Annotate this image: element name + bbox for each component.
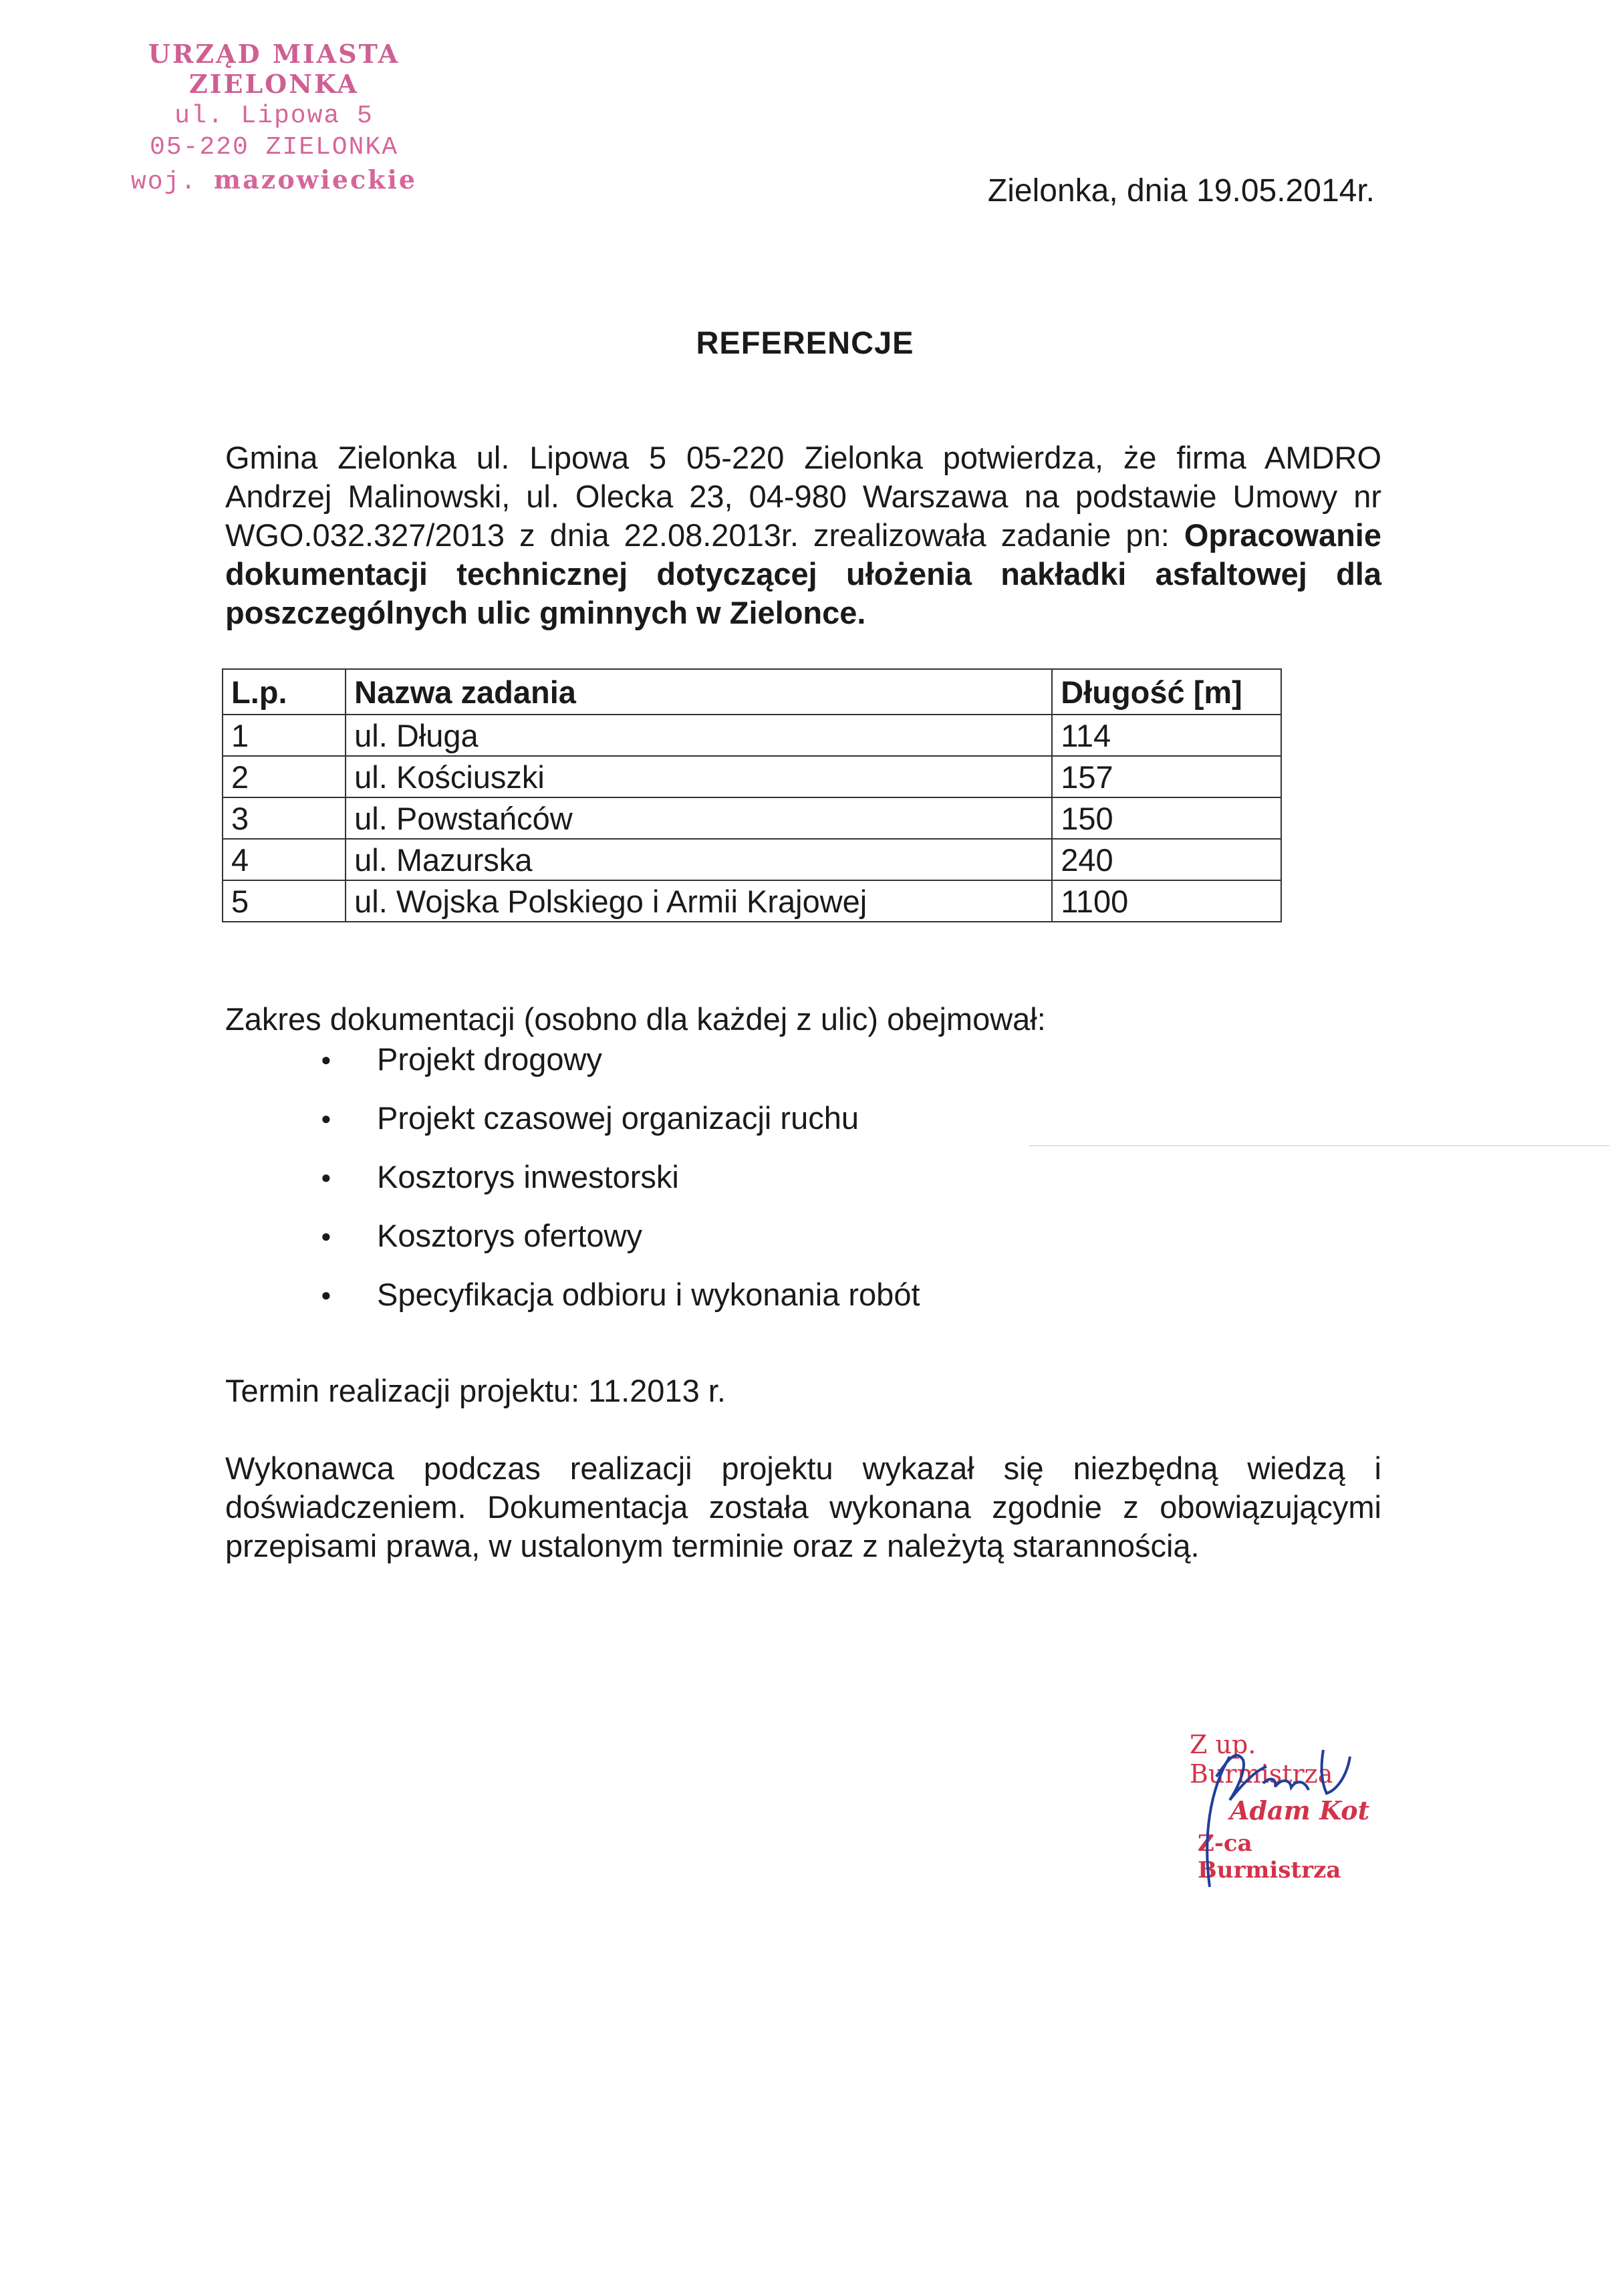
cell-task-name: ul. Mazurska — [346, 839, 1052, 880]
office-stamp — [80, 39, 468, 197]
intro-text: Gmina Zielonka ul. Lipowa 5 05-220 Zielonka potwierdza, że firma AMDRO Andrzej Malinowski, ul. Olecka 23, 04-980 Warszawa na podstawie Umowy nr WGO.032.327/2013 z dnia 22.08.2013r. zrealizowała zadanie pn: — [225, 440, 1381, 553]
cell-length: 1100 — [1052, 880, 1281, 922]
intro-paragraph — [225, 438, 1381, 632]
date-line: Zielonka, dnia 19.05.2014r. — [987, 173, 1375, 209]
intro-task-name: Opracowanie dokumentacji technicznej dotyczącej ułożenia nakładki asfaltowej dla poszczególnych ulic gminnych w Zielonce. — [225, 517, 1382, 630]
header-task-name: Nazwa zadania — [346, 669, 1052, 715]
stamp-line-street: ul. Lipowa 5 — [174, 102, 374, 130]
signature-stamp-role: Z-ca Burmistrza — [1198, 1830, 1341, 1884]
signature-stamp-authority: Z up. Burmistrza — [1190, 1730, 1333, 1789]
table-row — [223, 839, 1281, 880]
cell-task-name: ul. Kościuszki — [346, 756, 1052, 797]
handwritten-signature — [1190, 1730, 1390, 1890]
scope-list — [321, 1039, 920, 1333]
cell-length: 150 — [1052, 797, 1281, 839]
table-row — [223, 797, 1281, 839]
cell-task-name: ul. Wojska Polskiego i Armii Krajowej — [346, 880, 1052, 922]
cell-length: 114 — [1052, 715, 1281, 756]
list-item: ● Projekt czasowej organizacji ruchu — [321, 1098, 920, 1157]
stamp-line-city: 05-220 ZIELONKA — [149, 133, 399, 162]
term-line: Termin realizacji projektu: 11.2013 r. — [225, 1373, 726, 1408]
list-item: ● Kosztorys inwestorski — [321, 1157, 920, 1216]
list-item: ● Specyfikacja odbioru i wykonania robót — [321, 1275, 920, 1333]
closing-paragraph: Wykonawca podczas realizacji projektu wykazał się niezbędną wiedzą i doświadczeniem. Dokumentacja została wykonana zgodnie z obowiązującymi przepisami prawa, w ustalonym terminie oraz z należytą starannością. — [225, 1450, 1381, 1563]
header-lp: L.p. — [223, 669, 346, 715]
table-row — [223, 756, 1281, 797]
cell-lp: 1 — [223, 715, 346, 756]
cell-task-name: ul. Powstańców — [346, 797, 1052, 839]
tasks-table — [222, 668, 1282, 922]
cell-lp: 5 — [223, 880, 346, 922]
signature-stamp — [1190, 1730, 1390, 1890]
scan-artifact-line — [1029, 1145, 1610, 1146]
signature-stamp-name: Adam Kot — [1230, 1795, 1370, 1825]
cell-lp: 3 — [223, 797, 346, 839]
cell-lp: 2 — [223, 756, 346, 797]
stamp-line-region — [80, 164, 468, 197]
cell-lp: 4 — [223, 839, 346, 880]
table-row — [223, 715, 1281, 756]
scope-lead: Zakres dokumentacji (osobno dla każdej z ulic) obejmował: — [225, 1001, 1046, 1037]
stamp-line-office: URZĄD MIASTA ZIELONKA — [148, 39, 400, 99]
stamp-region-name: mazowieckie — [213, 164, 418, 195]
list-item: ● Projekt drogowy — [321, 1039, 920, 1098]
document-title: REFERENCJE — [696, 325, 914, 360]
cell-task-name: ul. Długa — [346, 715, 1052, 756]
cell-length: 157 — [1052, 756, 1281, 797]
table-header-row — [223, 669, 1281, 715]
table-row — [223, 880, 1281, 922]
list-item: ● Kosztorys ofertowy — [321, 1216, 920, 1275]
cell-length: 240 — [1052, 839, 1281, 880]
stamp-region-prefix: woj. — [130, 168, 198, 197]
header-length: Długość [m] — [1052, 669, 1281, 715]
